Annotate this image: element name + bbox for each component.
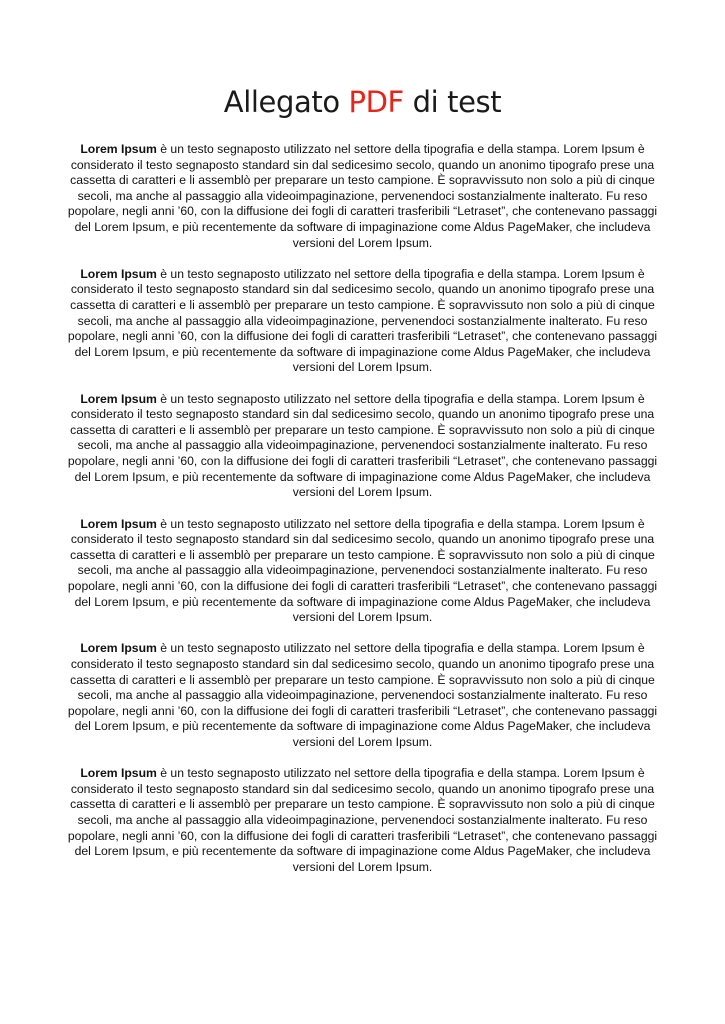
paragraph-lead: Lorem Ipsum <box>80 766 157 781</box>
paragraph-text: è un testo segnaposto utilizzato nel settore della tipografia e della stampa. Lorem Ipsum è considerato il testo segnaposto standard sin dal sedicesimo secolo, quando un anonimo tipografo prese una cassetta di caratteri e li assemblò per preparare un testo campione. È sopravvissuto non solo a più di cinque secoli, ma anche al passaggio alla videoimpaginazione, pervenendoci sostanzialmente inalterato. Fu reso popolare, negli anni ’60, con la diffusione dei fogli di caratteri trasferibili “Letraset”, che contenevano passaggi del Lorem Ipsum, e più recentemente da software di impaginazione come Aldus PageMaker, che includeva versioni del Lorem Ipsum. <box>67 516 658 625</box>
paragraph-text: è un testo segnaposto utilizzato nel settore della tipografia e della stampa. Lorem Ipsum è considerato il testo segnaposto standard sin dal sedicesimo secolo, quando un anonimo tipografo prese una cassetta di caratteri e li assemblò per preparare un testo campione. È sopravvissuto non solo a più di cinque secoli, ma anche al passaggio alla videoimpaginazione, pervenendoci sostanzialmente inalterato. Fu reso popolare, negli anni ’60, con la diffusione dei fogli di caratteri trasferibili “Letraset”, che contenevano passaggi del Lorem Ipsum, e più recentemente da software di impaginazione come Aldus PageMaker, che includeva versioni del Lorem Ipsum. <box>67 641 658 749</box>
paragraph-text: è un testo segnaposto utilizzato nel settore della tipografia e della stampa. Lorem Ipsum è considerato il testo segnaposto standard sin dal sedicesimo secolo, quando un anonimo tipografo prese una cassetta di caratteri e li assemblò per preparare un testo campione. È sopravvissuto non solo a più di cinque secoli, ma anche al passaggio alla videoimpaginazione, pervenendoci sostanzialmente inalterato. Fu reso popolare, negli anni ’60, con la diffusione dei fogli di caratteri trasferibili “Letraset”, che contenevano passaggi del Lorem Ipsum, e più recentemente da software di impaginazione come Aldus PageMaker, che includeva versioni del Lorem Ipsum. <box>67 142 658 250</box>
paragraph-lead: Lorem Ipsum <box>80 142 157 156</box>
title-text-before: Allegato <box>223 85 349 119</box>
title-highlight-pdf: PDF <box>348 85 404 119</box>
paragraph-lead: Lorem Ipsum <box>80 266 157 281</box>
paragraph-lead: Lorem Ipsum <box>80 641 157 656</box>
paragraph-text: è un testo segnaposto utilizzato nel settore della tipografia e della stampa. Lorem Ipsum è considerato il testo segnaposto standard sin dal sedicesimo secolo, quando un anonimo tipografo prese una cassetta di caratteri e li assemblò per preparare un testo campione. È sopravvissuto non solo a più di cinque secoli, ma anche al passaggio alla videoimpaginazione, pervenendoci sostanzialmente inalterato. Fu reso popolare, negli anni ’60, con la diffusione dei fogli di caratteri trasferibili “Letraset”, che contenevano passaggi del Lorem Ipsum, e più recentemente da software di impaginazione come Aldus PageMaker, che includeva versioni del Lorem Ipsum. <box>67 766 658 874</box>
document-body <box>64 142 661 891</box>
paragraph-5 <box>64 641 661 750</box>
document-title <box>0 82 725 122</box>
paragraph-text: è un testo segnaposto utilizzato nel settore della tipografia e della stampa. Lorem Ipsum è considerato il testo segnaposto standard sin dal sedicesimo secolo, quando un anonimo tipografo prese una cassetta di caratteri e li assemblò per preparare un testo campione. È sopravvissuto non solo a più di cinque secoli, ma anche al passaggio alla videoimpaginazione, pervenendoci sostanzialmente inalterato. Fu reso popolare, negli anni ’60, con la diffusione dei fogli di caratteri trasferibili “Letraset”, che contenevano passaggi del Lorem Ipsum, e più recentemente da software di impaginazione come Aldus PageMaker, che includeva versioni del Lorem Ipsum. <box>67 391 658 500</box>
title-text-after: di test <box>403 85 502 119</box>
paragraph-4 <box>64 517 661 626</box>
paragraph-text: è un testo segnaposto utilizzato nel settore della tipografia e della stampa. Lorem Ipsum è considerato il testo segnaposto standard sin dal sedicesimo secolo, quando un anonimo tipografo prese una cassetta di caratteri e li assemblò per preparare un testo campione. È sopravvissuto non solo a più di cinque secoli, ma anche al passaggio alla videoimpaginazione, pervenendoci sostanzialmente inalterato. Fu reso popolare, negli anni ’60, con la diffusione dei fogli di caratteri trasferibili “Letraset”, che contenevano passaggi del Lorem Ipsum, e più recentemente da software di impaginazione come Aldus PageMaker, che includeva versioni del Lorem Ipsum. <box>67 266 658 375</box>
paragraph-lead: Lorem Ipsum <box>80 391 157 406</box>
paragraph-lead: Lorem Ipsum <box>80 516 157 531</box>
paragraph-2 <box>64 267 661 376</box>
paragraph-1 <box>64 142 661 251</box>
paragraph-6 <box>64 766 661 875</box>
paragraph-3 <box>64 392 661 501</box>
